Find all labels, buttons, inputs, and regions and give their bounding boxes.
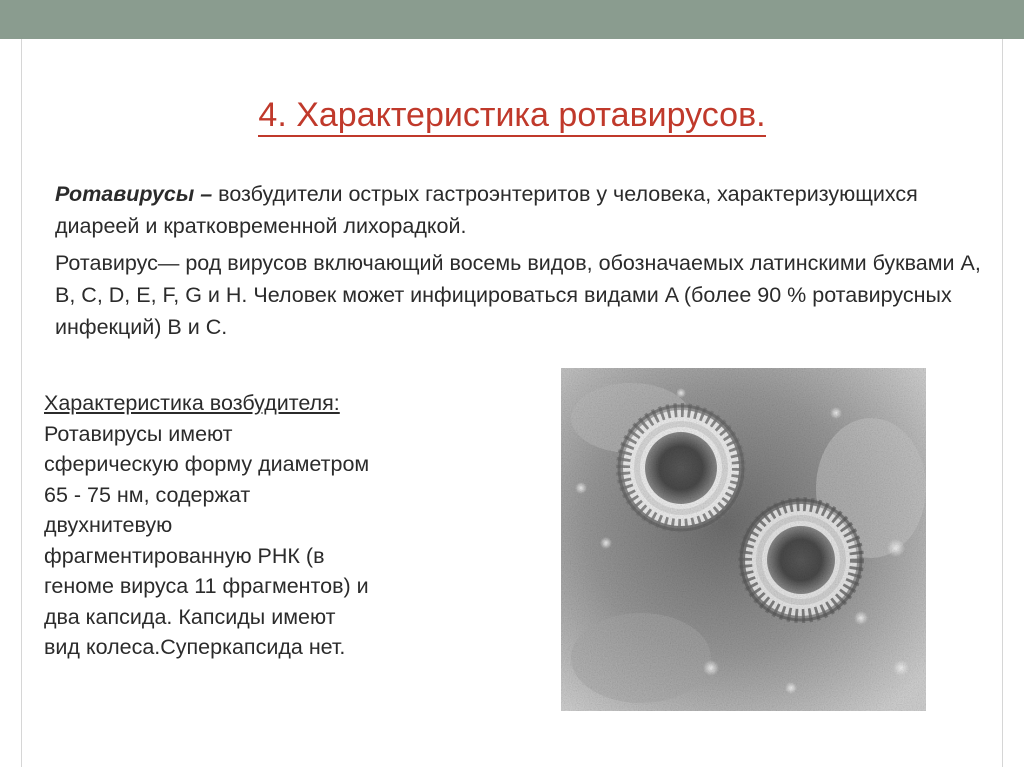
slide-title-text: 4. Характеристика ротавирусов.	[258, 96, 765, 137]
bullet-list	[55, 178, 985, 348]
bullet-item	[55, 178, 985, 242]
rotavirus-micrograph	[561, 368, 926, 711]
virus-particle	[741, 500, 861, 620]
bullet-text: Ротавирус— род вирусов включающий восемь видов, обозначаемых латинскими буквами A, B, C, D, E, F, G и H. Человек может инфицироваться видами A (более 90 % ротавирусных инфекций) B и C.	[55, 251, 981, 339]
bullet-item	[55, 247, 985, 343]
bullet-dash: –	[194, 182, 219, 206]
pathogen-description	[44, 388, 514, 663]
pathogen-body: Ротавирусы имеют сферическую форму диаметром 65 - 75 нм, содержат двухнитевую фрагментированную РНК (в геноме вируса 11 фрагментов) и два капсида. Капсиды имеют вид колеса.Суперкапсида нет.	[44, 421, 370, 659]
bullet-term: Ротавирусы	[55, 182, 195, 206]
slide-title	[0, 96, 1024, 135]
pathogen-heading: Характеристика возбудителя:	[44, 391, 340, 415]
bullet-text: возбудители острых гастроэнтеритов у человека, характеризующихся диареей и кратковременной лихорадкой.	[55, 182, 918, 238]
top-band	[0, 0, 1024, 39]
virus-particle	[619, 406, 743, 530]
